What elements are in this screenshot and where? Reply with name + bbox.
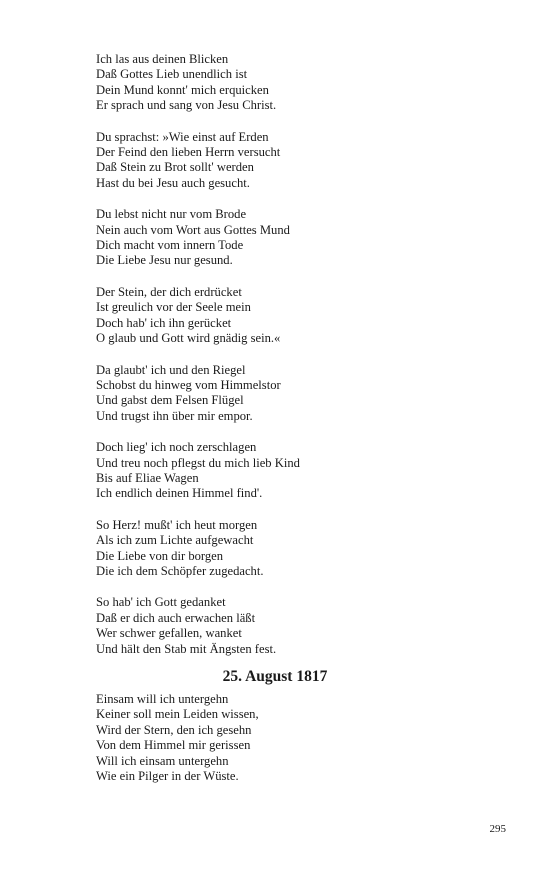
poem-line: Ist greulich vor der Seele mein — [96, 300, 251, 315]
stanza — [96, 518, 506, 580]
poem-line: Als ich zum Lichte aufgewacht — [96, 533, 254, 548]
poem-line: Keiner soll mein Leiden wissen, — [96, 707, 259, 722]
poem-line: Die Liebe Jesu nur gesund. — [96, 253, 233, 268]
page-number: 295 — [489, 823, 506, 835]
poem-body — [96, 692, 506, 784]
poem-line: Schobst du hinweg vom Himmelstor — [96, 377, 281, 392]
stanza — [96, 363, 506, 425]
poem-line: Du lebst nicht nur vom Brode — [96, 207, 247, 222]
poem-line: Daß Stein zu Brot sollt' werden — [96, 160, 254, 175]
stanza — [96, 285, 506, 347]
poem-line: Du sprachst: »Wie einst auf Erden — [96, 129, 269, 144]
stanza — [96, 130, 506, 192]
poem-line: Wer schwer gefallen, wanket — [96, 626, 242, 641]
poem-line: Die Liebe von dir borgen — [96, 548, 224, 563]
poem-line: Wie ein Pilger in der Wüste. — [96, 769, 239, 784]
stanza — [96, 52, 506, 114]
stanza — [96, 440, 506, 502]
poem-line: Ich las aus deinen Blicken — [96, 52, 229, 66]
poem-line: Und gabst dem Felsen Flügel — [96, 393, 244, 408]
poem-line: So Herz! mußt' ich heut morgen — [96, 517, 258, 532]
poem-line: Nein auch vom Wort aus Gottes Mund — [96, 222, 290, 237]
poem-line: Bis auf Eliae Wagen — [96, 470, 199, 485]
poem-line: Doch hab' ich ihn gerücket — [96, 315, 232, 330]
poem-line: Daß er dich auch erwachen läßt — [96, 610, 256, 625]
poem-line: Ich endlich deinen Himmel find'. — [96, 486, 263, 501]
stanza — [96, 595, 506, 657]
poem-line: Dein Mund konnt' mich erquicken — [96, 82, 269, 97]
poem-continuation — [96, 52, 506, 673]
poem-line: So hab' ich Gott gedanket — [96, 595, 226, 610]
poem-line: Daß Gottes Lieb unendlich ist — [96, 67, 248, 82]
poem-line: O glaub und Gott wird gnädig sein.« — [96, 331, 281, 346]
poem-line: Einsam will ich untergehn — [96, 692, 229, 706]
poem-line: Und treu noch pflegst du mich lieb Kind — [96, 455, 300, 470]
stanza — [96, 207, 506, 269]
poem-line: Die ich dem Schöpfer zugedacht. — [96, 563, 264, 578]
poem-line: Er sprach und sang von Jesu Christ. — [96, 98, 277, 113]
poem-title: 25. August 1817 — [222, 668, 328, 685]
poem-line: Wird der Stern, den ich gesehn — [96, 722, 252, 737]
poem-line: Der Stein, der dich erdrücket — [96, 284, 242, 299]
poem-line: Von dem Himmel mir gerissen — [96, 738, 251, 753]
poem-line: Der Feind den lieben Herrn versucht — [96, 145, 281, 160]
poem-line: Doch lieg' ich noch zerschlagen — [96, 440, 257, 455]
poem-line: Da glaubt' ich und den Riegel — [96, 362, 246, 377]
poem-line: Hast du bei Jesu auch gesucht. — [96, 175, 250, 190]
poem-line: Und hält den Stab mit Ängsten fest. — [96, 641, 277, 656]
poem-line: Dich macht vom innern Tode — [96, 238, 244, 253]
poem-line: Will ich einsam untergehn — [96, 753, 229, 768]
poem-line: Und trugst ihn über mir empor. — [96, 408, 253, 423]
